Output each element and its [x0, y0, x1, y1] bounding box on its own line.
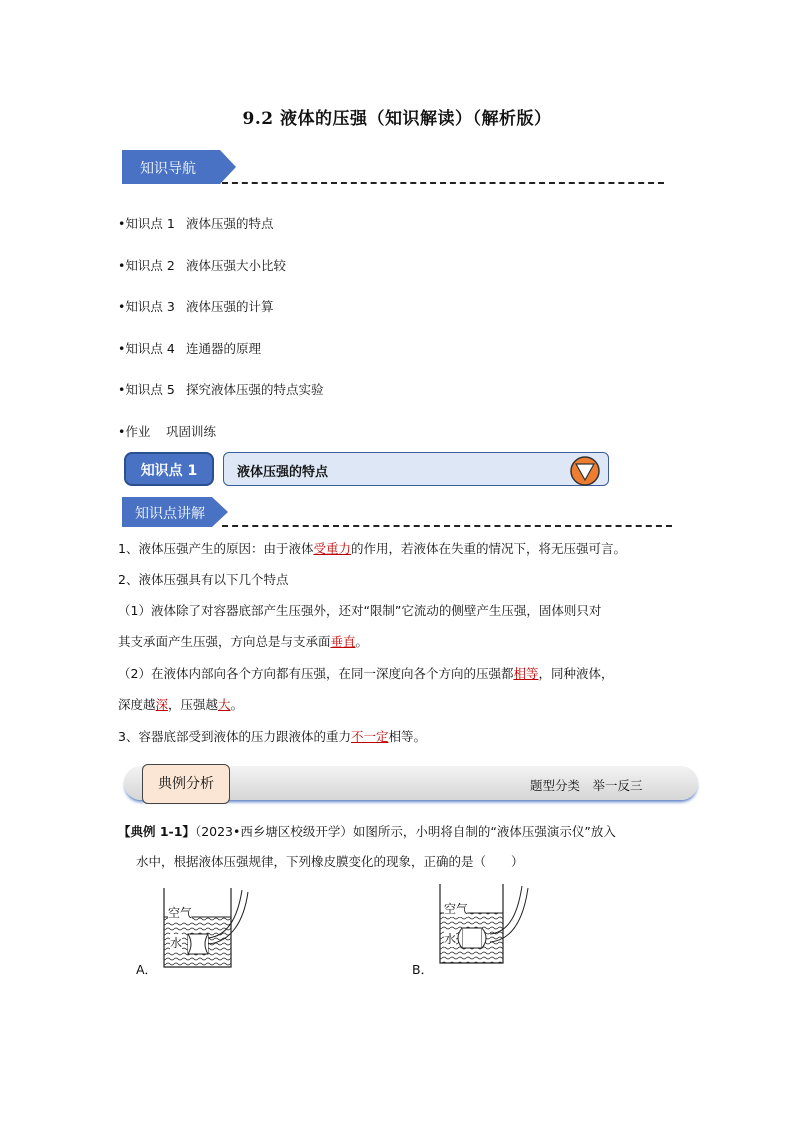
toc-item[interactable]: •知识点 1 液体压强的特点: [118, 216, 274, 231]
knowledge-point-title: 液体压强的特点: [237, 465, 329, 480]
toc-item[interactable]: •作业 巩固训练: [118, 424, 217, 439]
toc-item[interactable]: •知识点 5 探究液体压强的特点实验: [118, 382, 324, 397]
beaker-diagram: [426, 880, 536, 970]
body-paragraph: 1、液体压强产生的原因：由于液体受重力的作用，若液体在失重的情况下，将无压强可言。: [118, 541, 626, 556]
toc-item[interactable]: •知识点 3 液体压强的计算: [118, 299, 274, 314]
question-line: 水中，根据液体压强规律，下列橡皮膜变化的现象，正确的是（ ）: [136, 854, 524, 869]
nav-banner-label: 知识导航: [140, 161, 196, 177]
body-paragraph: 3、容器底部受到液体的压力跟液体的重力不一定相等。: [118, 729, 426, 744]
body-paragraph: 深度越深，压强越大。: [118, 697, 244, 712]
beaker-diagram: [150, 886, 260, 976]
body-paragraph: 其支承面产生压强，方向总是与支承面垂直。: [118, 634, 369, 649]
air-label: 空气: [168, 906, 193, 920]
page-title: 9.2 液体的压强（知识解读）（解析版）: [242, 109, 552, 129]
body-paragraph: （1）液体除了对容器底部产生压强外，还对“限制”它流动的侧壁产生压强，固体则只对: [118, 603, 602, 618]
option-a-figure[interactable]: [150, 886, 260, 980]
toc-item[interactable]: •知识点 2 液体压强大小比较: [118, 258, 287, 273]
example-section-tab: 典例分析: [142, 764, 230, 804]
explanation-banner: [122, 495, 242, 533]
explanation-divider: [222, 525, 672, 527]
chevron-down-icon[interactable]: [569, 455, 601, 491]
knowledge-point-label: 知识点 1: [124, 452, 214, 486]
option-b-figure[interactable]: [426, 880, 536, 974]
water-label: 水: [170, 936, 183, 950]
example-section-subtitle: 题型分类 举一反三: [530, 778, 643, 793]
toc-item[interactable]: •知识点 4 连通器的原理: [118, 341, 262, 356]
body-paragraph: （2）在液体内部向各个方向都有压强，在同一深度向各个方向的压强都相等，同种液体，: [118, 666, 614, 681]
air-label: 空气: [444, 902, 469, 916]
option-a-label[interactable]: A．: [136, 962, 158, 977]
nav-divider: [222, 182, 664, 184]
explanation-banner-label: 知识点讲解: [135, 506, 205, 522]
body-paragraph: 2、液体压强具有以下几个特点: [118, 572, 289, 587]
option-b-label[interactable]: B．: [412, 962, 434, 977]
question-line: 【典例 1-1】（2023•西乡塘区校级开学）如图所示，小明将自制的“液体压强演示仪”放入: [118, 824, 616, 839]
water-label: 水: [444, 932, 457, 946]
